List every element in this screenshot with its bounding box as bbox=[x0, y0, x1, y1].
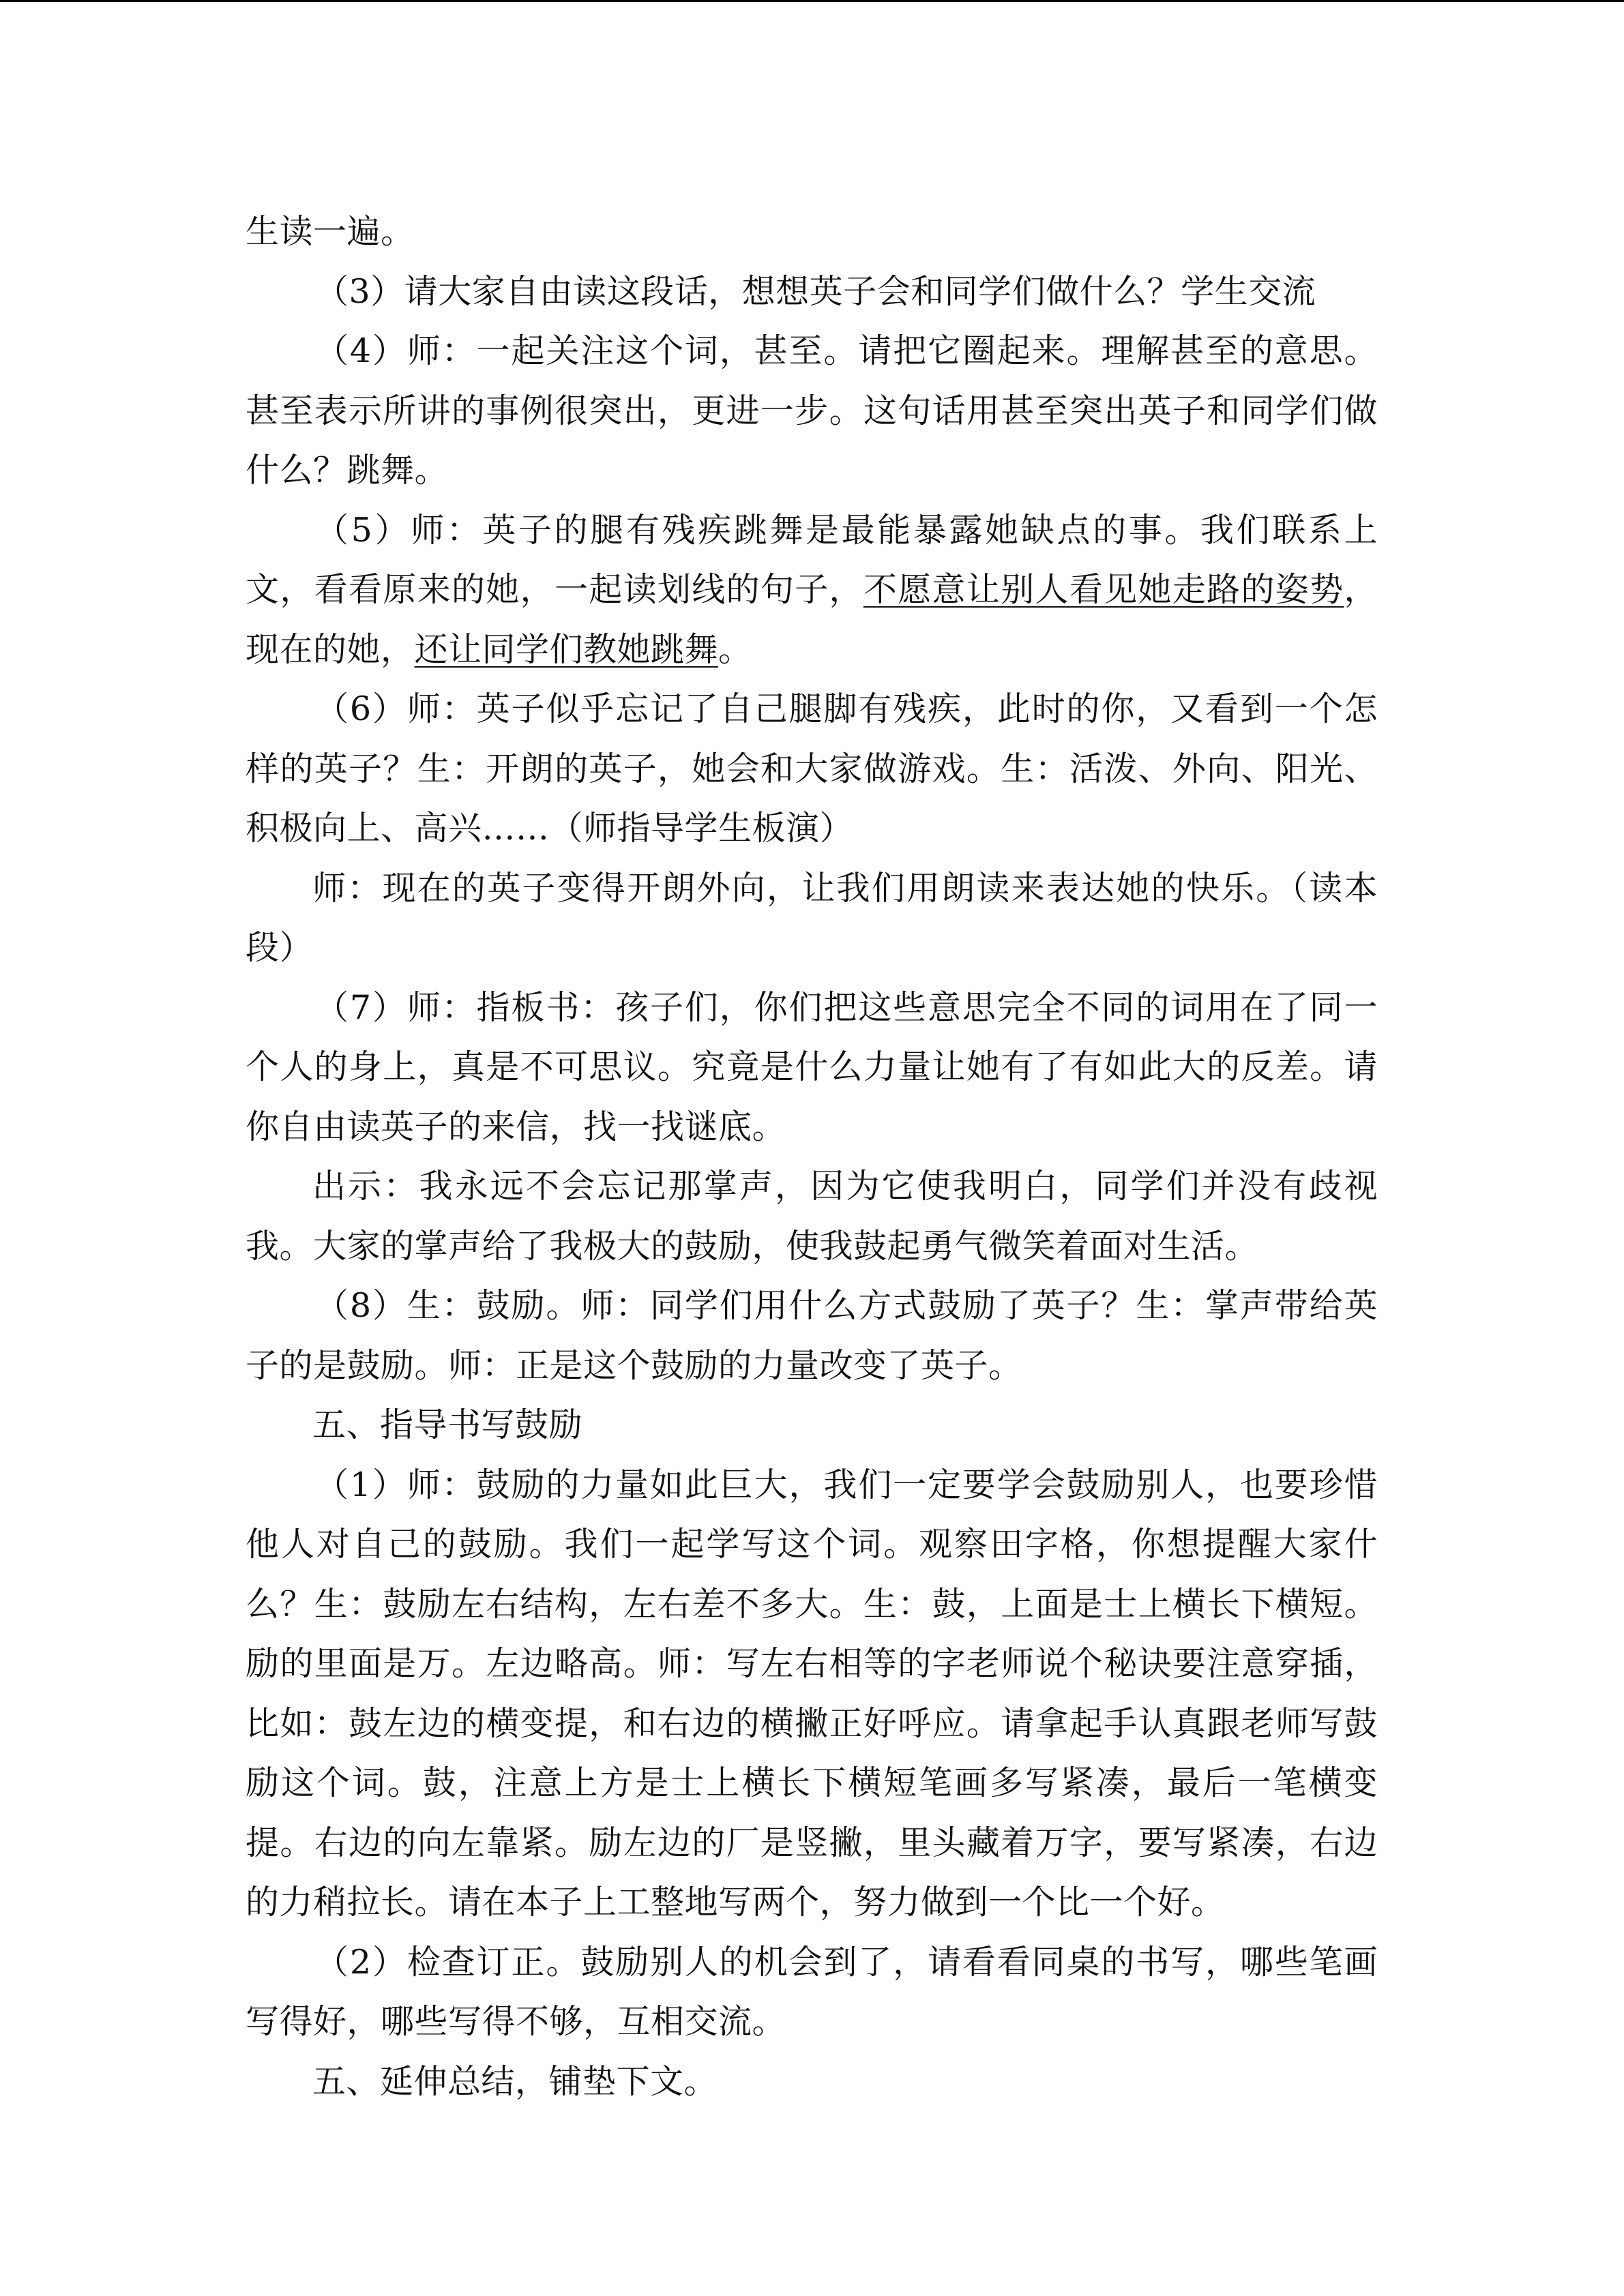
section-heading-summary: 五、延伸总结，铺垫下文。 bbox=[312, 2061, 718, 2101]
paragraph-step-8: （8）生：鼓励。师：同学们用什么方式鼓励了英子？生：掌声带给英子的是鼓励。师：正是这个鼓励的力量改变了英子。 bbox=[246, 1286, 1378, 1385]
paragraph-teacher-reading: 师：现在的英子变得开朗外向，让我们用朗读来表达她的快乐。（读本段） bbox=[246, 868, 1378, 967]
paragraph-continuation: 生读一遍。 bbox=[246, 212, 415, 251]
underlined-sentence-1: 不愿意让别人看见她走路的姿势 bbox=[863, 570, 1344, 609]
top-border-line bbox=[0, 0, 1624, 2]
paragraph-step-5-text-a: （5）师：英子的腿有残疾跳舞是最能暴露她缺点的事。我们联系上文，看看原来的她，一起读划线的句子， bbox=[246, 510, 1378, 609]
paragraph-step-6: （6）师：英子似乎忘记了自己腿脚有残疾，此时的你，又看到一个怎样的英子？生：开朗的英子，她会和大家做游戏。生：活泼、外向、阳光、积极向上、高兴……（师指导学生板演） bbox=[246, 689, 1378, 848]
paragraph-step-3: （3）请大家自由读这段话，想想英子会和同学们做什么？学生交流 bbox=[315, 271, 1316, 311]
paragraph-display-quote: 出示：我永远不会忘记那掌声，因为它使我明白，同学们并没有歧视我。大家的掌声给了我极大的鼓励，使我鼓起勇气微笑着面对生活。 bbox=[246, 1167, 1378, 1266]
paragraph-step-5 bbox=[246, 501, 1378, 680]
paragraph-step-5-text-e: 。 bbox=[718, 629, 752, 669]
underlined-sentence-2: 还让同学们教她跳舞 bbox=[414, 629, 719, 669]
paragraph-step-7: （7）师：指板书：孩子们，你们把这些意思完全不同的词用在了同一个人的身上，真是不可思议。究竟是什么力量让她有了有如此大的反差。请你自由读英子的来信，找一找谜底。 bbox=[246, 987, 1378, 1146]
section-heading-writing: 五、指导书写鼓励 bbox=[312, 1405, 583, 1444]
paragraph-step-5-text-c: ，现在的她， bbox=[246, 570, 1378, 669]
paragraph-step-4: （4）师：一起关注这个词，甚至。请把它圈起来。理解甚至的意思。甚至表示所讲的事例很突出，更进一步。这句话用甚至突出英子和同学们做什么？跳舞。 bbox=[246, 331, 1378, 490]
paragraph-writing-step-2: （2）检查订正。鼓励别人的机会到了，请看看同桌的书写，哪些笔画写得好，哪些写得不够，互相交流。 bbox=[246, 1942, 1378, 2041]
document-body bbox=[246, 202, 1378, 2111]
paragraph-writing-step-1: （1）师：鼓励的力量如此巨大，我们一定要学会鼓励别人，也要珍惜他人对自己的鼓励。我们一起学写这个词。观察田字格，你想提醒大家什么？生：鼓励左右结构，左右差不多大。生：鼓，上面是士上横长下横短。励的里面是万。左边略高。师：写左右相等的字老师说个秘诀要注意穿插，比如：鼓左边的横变提，和右边的横撇正好呼应。请拿起手认真跟老师写鼓励这个词。鼓，注意上方是士上横长下横短笔画多写紧凑，最后一笔横变提。右边的向左靠紧。励左边的厂是竖撇，里头藏着万字，要写紧凑，右边的力稍拉长。请在本子上工整地写两个，努力做到一个比一个好。 bbox=[246, 1465, 1378, 1922]
